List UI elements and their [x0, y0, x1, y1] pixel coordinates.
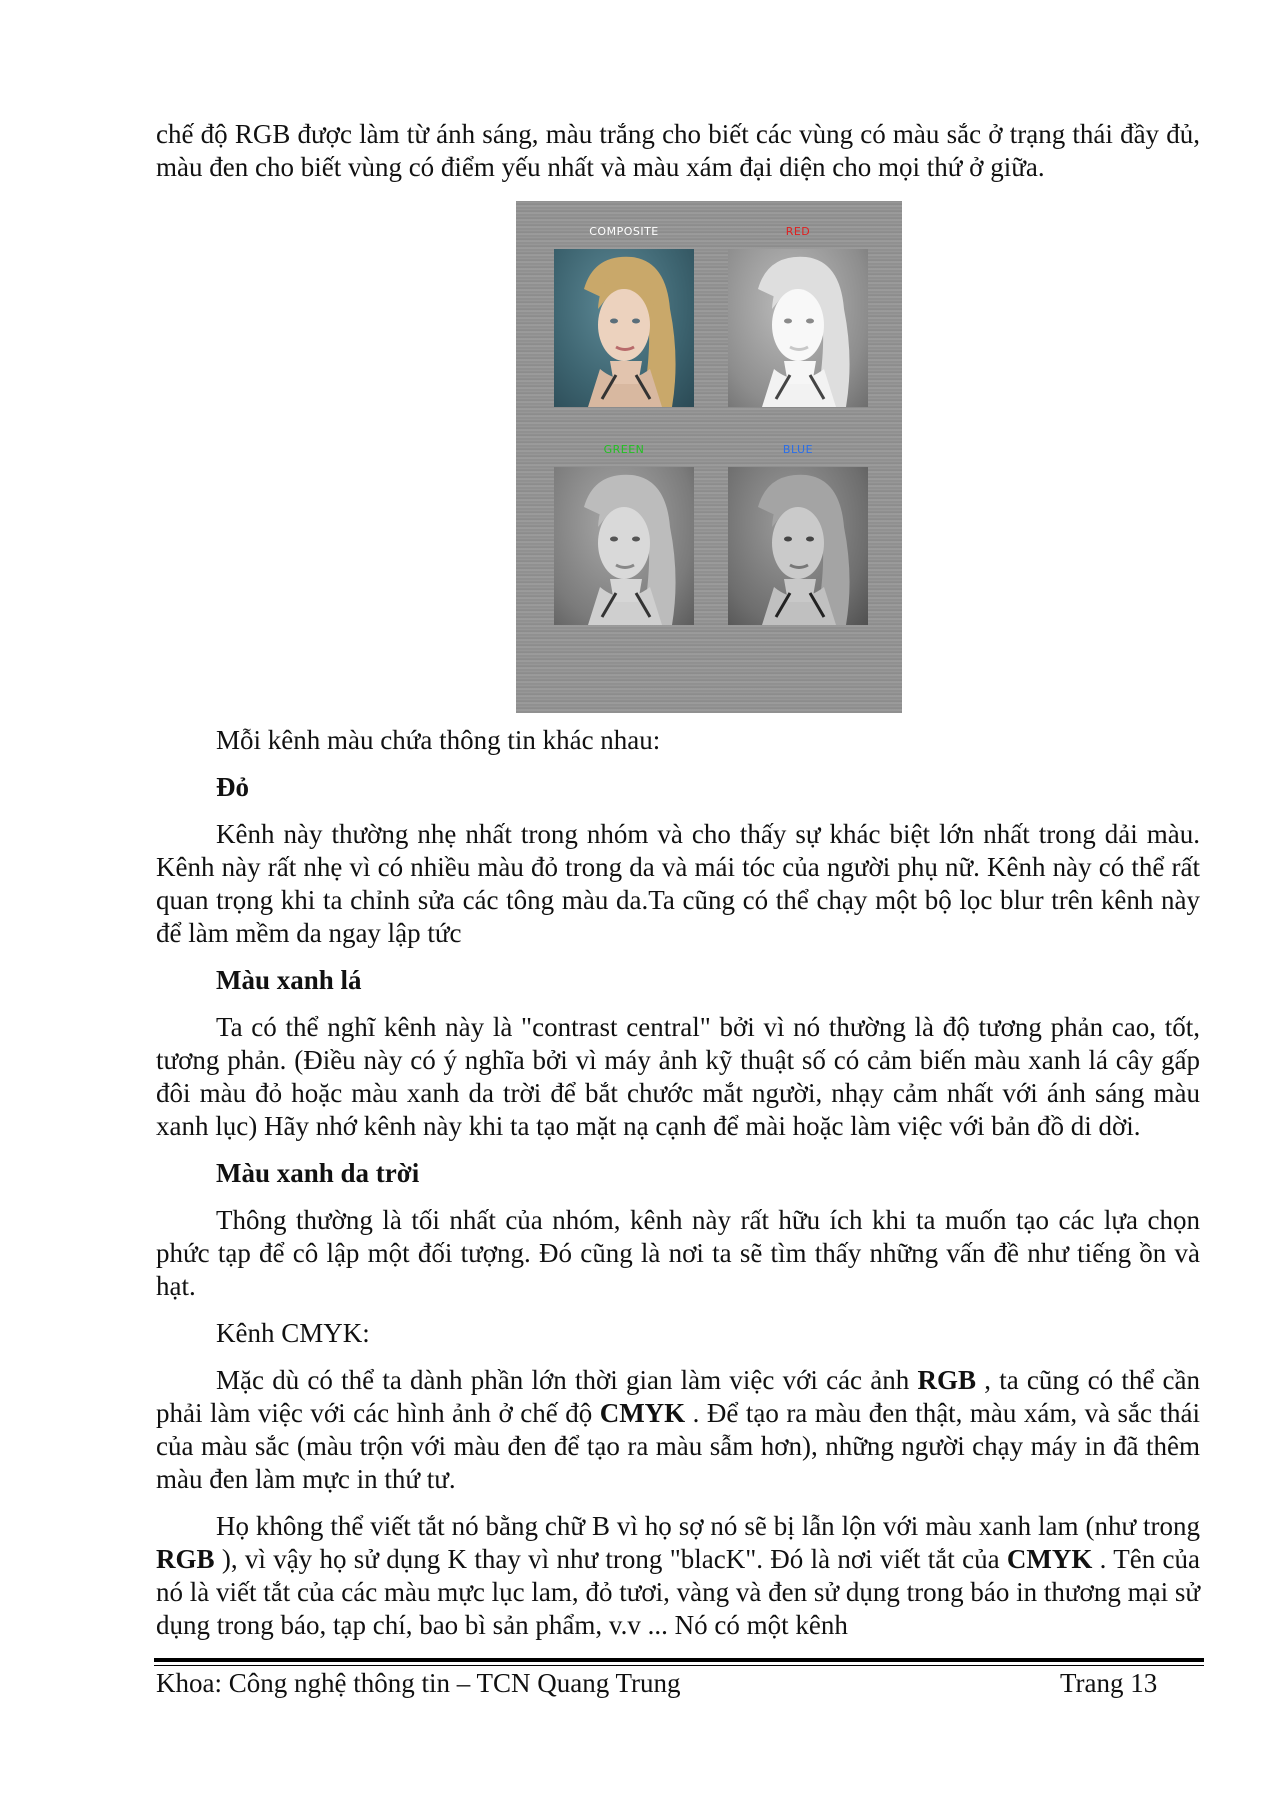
cmyk-p1-text-a: Mặc dù có thể ta dành phần lớn thời gian làm việc với các ảnh	[216, 1365, 918, 1395]
cmyk-p2-bold-rgb: RGB	[156, 1544, 215, 1574]
green-paragraph: Ta có thể nghĩ kênh này là "contrast central" bởi vì nó thường là độ tương phản cao, tốt, tương phản. (Điều này có ý nghĩa bởi vì máy ảnh kỹ thuật số có cảm biến màu xanh lá cây gấp đôi màu đỏ hoặc màu xanh da trời để bắt chước mắt người, nhạy cảm nhất với ánh sáng màu xanh lục) Hãy nhớ kênh này khi ta tạo mặt nạ cạnh để mài hoặc làm việc với bản đồ di dời.	[156, 1012, 1200, 1141]
blue-heading: Màu xanh da trời	[216, 1158, 420, 1188]
composite-portrait-image	[554, 249, 694, 407]
cmyk-p2-text-d: . Tên của nó là viết tắt của các màu mực lục lam, đỏ tươi, vàng và đen sử dụng trong báo in thương mại sử dụng trong báo, tạp chí, bao bì sản phẩm, v.v ... Nó có một kênh	[156, 1544, 1200, 1640]
blue-paragraph: Thông thường là tối nhất của nhóm, kênh này rất hữu ích khi ta muốn tạo các lựa chọn phức tạp để cô lập một đối tượng. Đó cũng là nơi ta sẽ tìm thấy những vấn đề như tiếng ồn và hạt.	[156, 1205, 1200, 1301]
green-heading: Màu xanh lá	[216, 965, 362, 995]
red-channel-portrait-image	[728, 249, 868, 407]
cmyk-p2-text-a: Họ không thể viết tắt nó bằng chữ B vì họ sợ nó sẽ bị lẫn lộn với màu xanh lam (như trong	[216, 1511, 1200, 1541]
intro-paragraph: chế độ RGB được làm từ ánh sáng, màu trắng cho biết các vùng có màu sắc ở trạng thái đầy đủ, màu đen cho biết vùng có điểm yếu nhất và màu xám đại diện cho mọi thứ ở giữa.	[156, 119, 1200, 182]
cmyk-p1-bold-rgb: RGB	[917, 1365, 976, 1395]
footer-rule-thick	[154, 1658, 1204, 1662]
footer-department: Khoa: Công nghệ thông tin – TCN Quang Trung	[156, 1668, 681, 1698]
cmyk-p2-bold-cmyk: CMYK	[1006, 1544, 1093, 1574]
green-channel-portrait-image	[554, 467, 694, 625]
cmyk-heading: Kênh CMYK:	[216, 1318, 370, 1348]
red-paragraph: Kênh này thường nhẹ nhất trong nhóm và cho thấy sự khác biệt lớn nhất trong dải màu. Kênh này rất nhẹ vì có nhiều màu đỏ trong da và mái tóc của người phụ nữ. Kênh này có thể rất quan trọng khi ta chỉnh sửa các tông màu da.Ta cũng có thể chạy một bộ lọc blur trên kênh này để làm mềm da ngay lập tức	[156, 819, 1200, 948]
red-heading: Đỏ	[216, 772, 249, 802]
cmyk-p1-bold-cmyk: CMYK	[599, 1398, 686, 1428]
footer-page-number: Trang 13	[1060, 1668, 1158, 1698]
cmyk-p1-text-d: . Để tạo ra màu đen thật, màu xám, và sắc thái của màu sắc (màu trộn với màu đen để tạo ra màu sẫm hơn), những người chạy máy in đã thêm màu đen làm mực in thứ tư.	[156, 1398, 1200, 1494]
rgb-channels-figure	[516, 201, 902, 713]
label-blue: BLUE	[782, 443, 814, 456]
cmyk-p2-text-c: ), vì vậy họ sử dụng K thay vì như trong "blacK". Đó là nơi viết tắt của	[214, 1544, 1007, 1574]
blue-channel-portrait-image	[728, 467, 868, 625]
label-green: GREEN	[603, 443, 645, 456]
cmyk-p1-text-c: , ta cũng có thể cần phải làm việc với các hình ảnh ở chế độ	[156, 1365, 1201, 1428]
cmyk-paragraph-2	[156, 1510, 1200, 1642]
cmyk-paragraph-1	[156, 1364, 1200, 1496]
label-red: RED	[785, 225, 811, 238]
label-composite: COMPOSITE	[589, 225, 659, 238]
channels-intro: Mỗi kênh màu chứa thông tin khác nhau:	[216, 725, 661, 755]
page-body	[156, 118, 1200, 184]
page-body-lower	[156, 724, 1200, 1642]
